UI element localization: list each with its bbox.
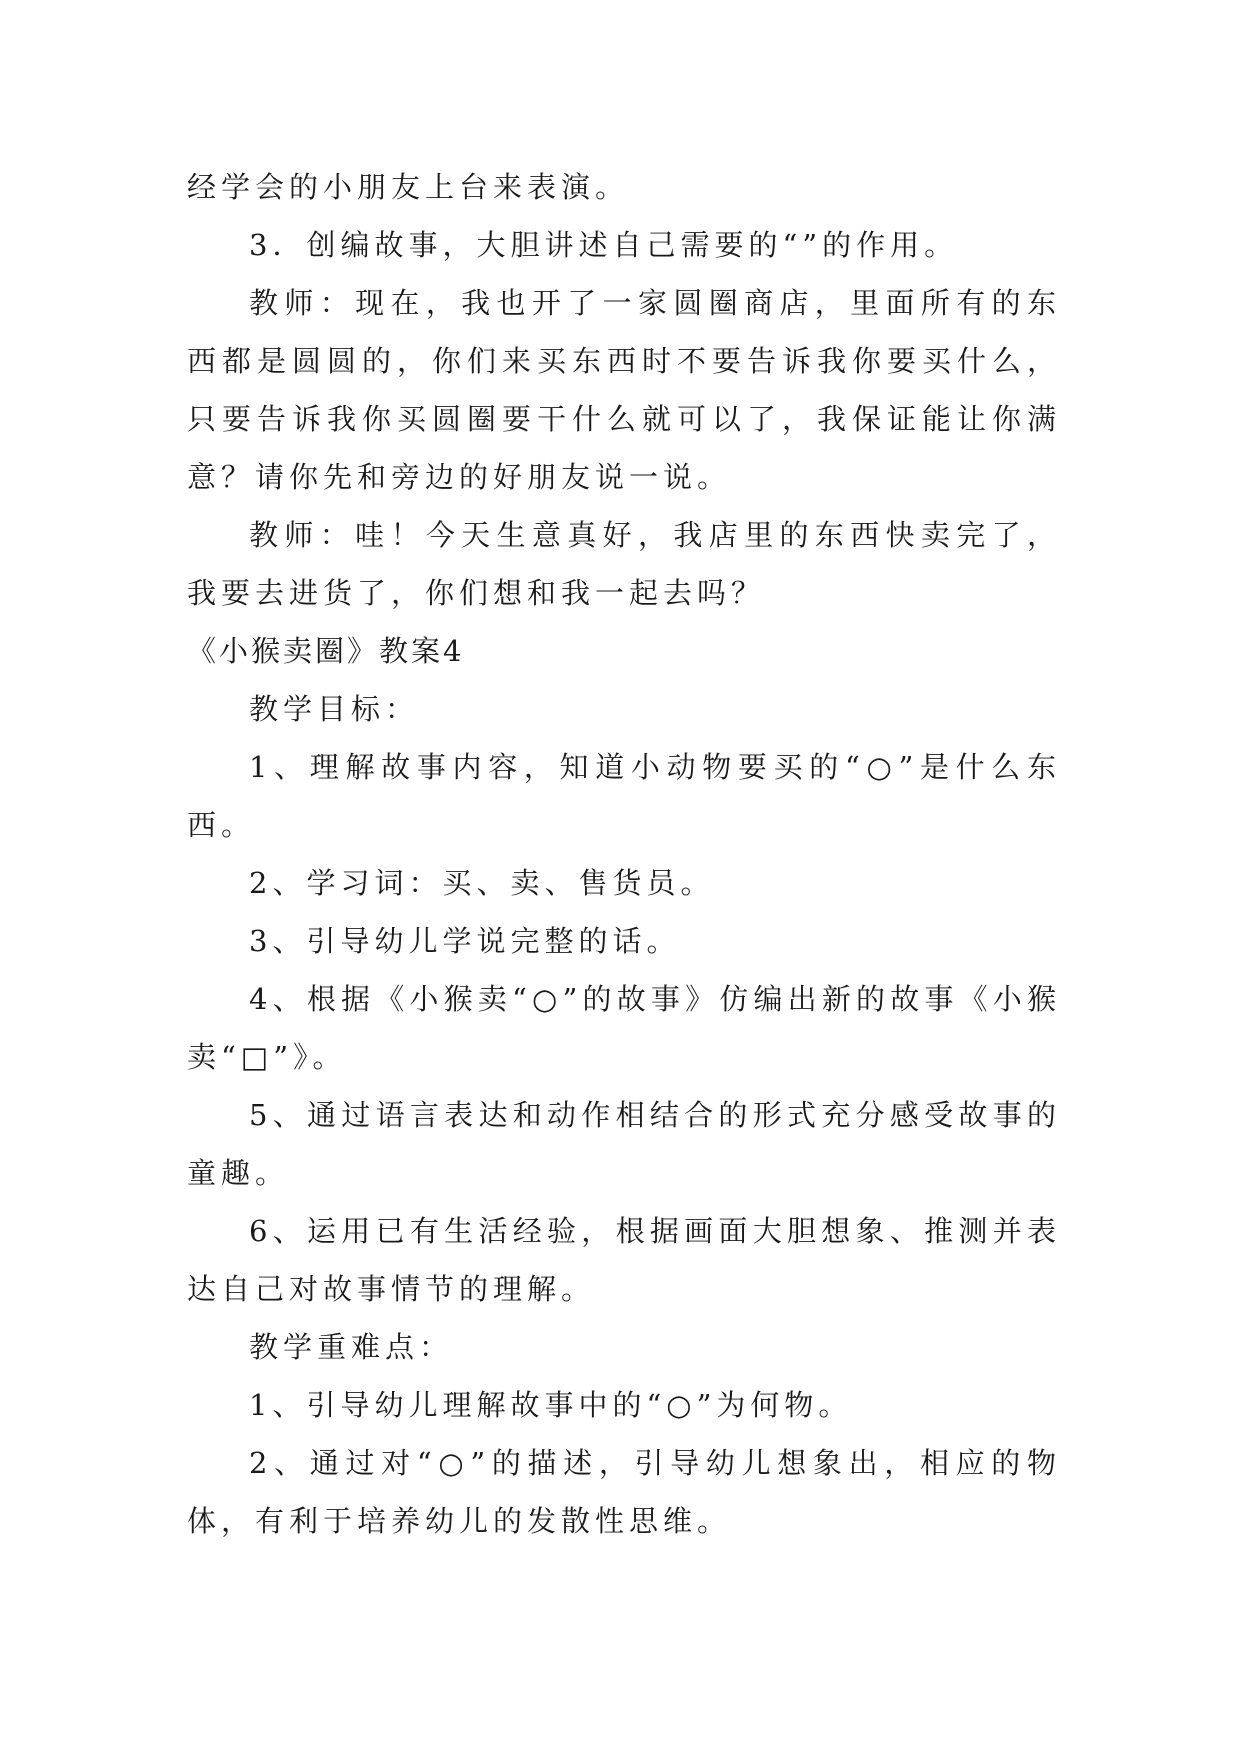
goal-item-2: 2、学习词：买、卖、售货员。: [249, 866, 715, 900]
goal-item-1: 1、理解故事内容，知道小动物要买的“○”是什么东西。: [187, 750, 1061, 842]
document-body: [187, 158, 1061, 1550]
key-difficulties-label: 教学重难点：: [249, 1330, 454, 1364]
paragraph-teacher-restock: 教师：哇！今天生意真好，我店里的东西快卖完了，我要去进货了，你们想和我一起去吗？: [187, 518, 1061, 610]
difficulty-item-1: 1、引导幼儿理解故事中的“○”为何物。: [249, 1388, 853, 1422]
section-heading: 《小猴卖圈》教案4: [187, 634, 465, 668]
paragraph-teacher-circle-shop: 教师：现在，我也开了一家圆圈商店，里面所有的东西都是圆圆的，你们来买东西时不要告诉我你要买什么，只要告诉我你买圆圈要干什么就可以了，我保证能让你满意？请你先和旁边的好朋友说一说。: [187, 286, 1061, 494]
goal-item-3: 3、引导幼儿学说完整的话。: [249, 924, 681, 958]
goal-item-5: 5、通过语言表达和动作相结合的形式充分感受故事的童趣。: [187, 1098, 1061, 1190]
paragraph-step-3: 3．创编故事，大胆讲述自己需要的“”的作用。: [249, 228, 959, 262]
teaching-goals-label: 教学目标：: [249, 692, 420, 726]
goal-item-4: 4、根据《小猴卖“○”的故事》仿编出新的故事《小猴卖“□”》。: [187, 982, 1061, 1074]
difficulty-item-2: 2、通过对“○”的描述，引导幼儿想象出，相应的物体，有利于培养幼儿的发散性思维。: [187, 1446, 1061, 1538]
paragraph-continuation: 经学会的小朋友上台来表演。: [187, 170, 630, 204]
goal-item-6: 6、运用已有生活经验，根据画面大胆想象、推测并表达自己对故事情节的理解。: [187, 1214, 1061, 1306]
